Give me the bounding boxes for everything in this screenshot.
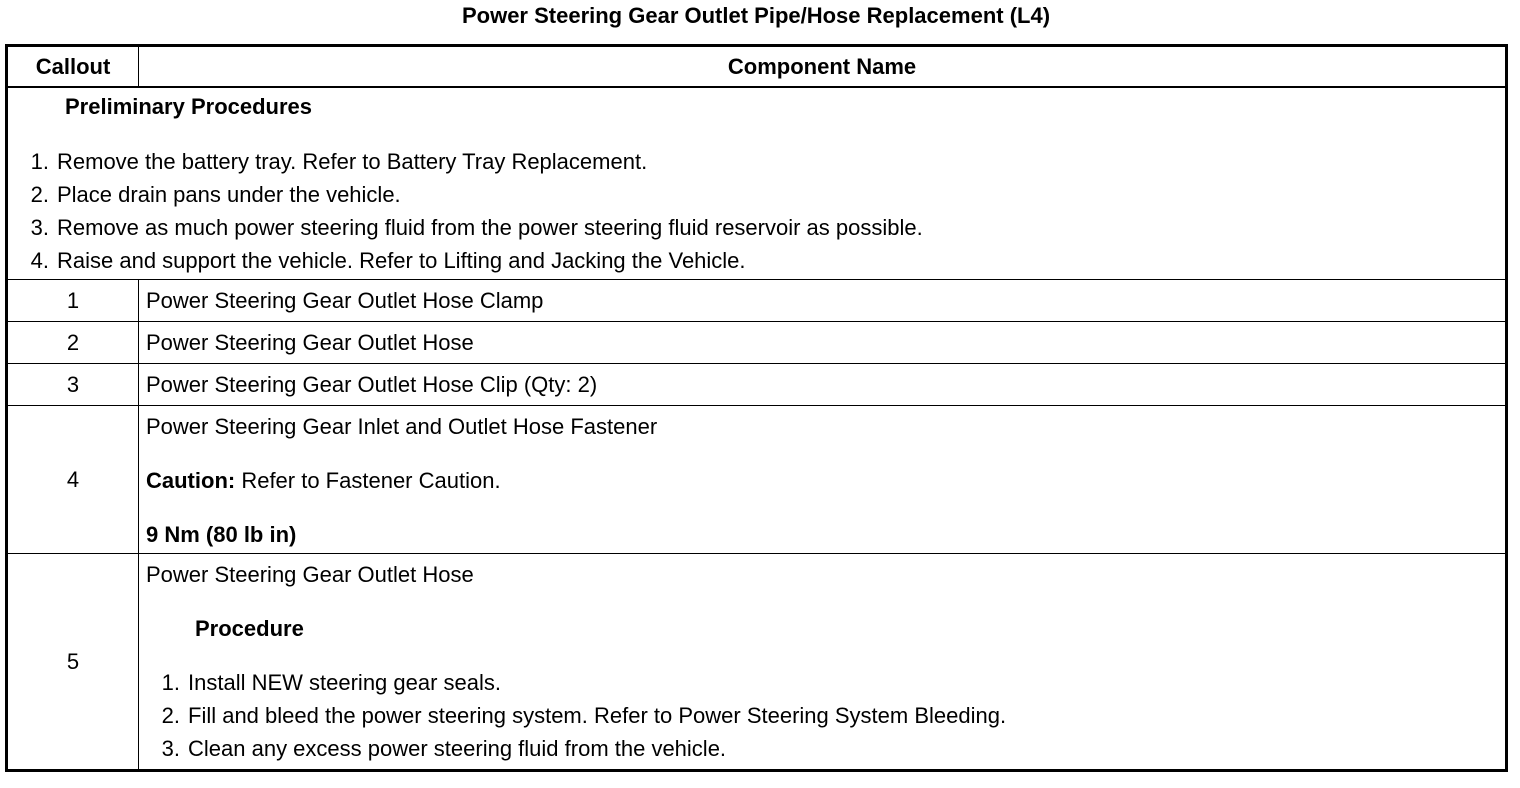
caution-note	[146, 464, 1505, 497]
step-text: Raise and support the vehicle. Refer to Lifting and Jacking the Vehicle.	[57, 248, 746, 273]
document-title: Power Steering Gear Outlet Pipe/Hose Replacement (L4)	[461, 3, 1051, 28]
step-text: Remove the battery tray. Refer to Battery Tray Replacement.	[57, 149, 648, 174]
step-number: 3.	[30, 215, 49, 240]
callout-number: 2	[7, 322, 139, 364]
callout-number: 5	[7, 554, 139, 771]
procedure-steps-list	[146, 666, 1505, 765]
step-text: Install NEW steering gear seals.	[188, 670, 502, 695]
component-detail-cell	[139, 406, 1507, 554]
table-row	[7, 280, 1507, 322]
list-item	[8, 244, 1505, 277]
table-row	[7, 364, 1507, 406]
list-item	[146, 699, 1505, 732]
step-text: Clean any excess power steering fluid from the vehicle.	[188, 736, 727, 761]
list-item	[146, 666, 1505, 699]
list-item	[146, 732, 1505, 765]
table-row	[7, 406, 1507, 554]
component-detail-cell	[139, 554, 1507, 771]
component-name: Power Steering Gear Outlet Hose	[146, 562, 474, 587]
list-item	[8, 145, 1505, 178]
step-number: 1.	[30, 149, 49, 174]
table-header-row	[7, 46, 1507, 88]
preliminary-procedures-cell	[7, 87, 1507, 280]
step-number: 2.	[161, 703, 180, 728]
callout-number: 1	[7, 280, 139, 322]
step-text: Fill and bleed the power steering system. Refer to Power Steering System Bleeding.	[188, 703, 1007, 728]
list-item	[8, 211, 1505, 244]
step-number: 3.	[161, 736, 180, 761]
step-number: 2.	[30, 182, 49, 207]
component-name: Power Steering Gear Outlet Hose Clamp	[139, 280, 1507, 322]
table-row	[7, 554, 1507, 771]
list-item	[8, 178, 1505, 211]
preliminary-procedures-title: Preliminary Procedures	[65, 94, 313, 119]
step-number: 4.	[30, 248, 49, 273]
torque-spec: 9 Nm (80 lb in)	[146, 522, 297, 547]
table-row	[7, 322, 1507, 364]
procedure-table	[5, 44, 1508, 772]
component-name: Power Steering Gear Outlet Hose	[139, 322, 1507, 364]
component-name: Power Steering Gear Outlet Hose Clip (Qty: 2)	[139, 364, 1507, 406]
procedure-title: Procedure	[195, 616, 304, 641]
callout-number: 3	[7, 364, 139, 406]
step-number: 1.	[161, 670, 180, 695]
preliminary-procedures-row	[7, 87, 1507, 280]
step-text: Remove as much power steering fluid from the power steering fluid reservoir as possible.	[57, 215, 923, 240]
preliminary-steps-list	[8, 145, 1505, 277]
caution-label: Caution:	[146, 468, 236, 493]
callout-column-header: Callout	[7, 46, 139, 88]
component-name-column-header: Component Name	[139, 46, 1507, 88]
callout-number: 4	[7, 406, 139, 554]
caution-text: Refer to Fastener Caution.	[235, 468, 501, 493]
step-text: Place drain pans under the vehicle.	[57, 182, 401, 207]
component-name: Power Steering Gear Inlet and Outlet Hose Fastener	[146, 414, 658, 439]
